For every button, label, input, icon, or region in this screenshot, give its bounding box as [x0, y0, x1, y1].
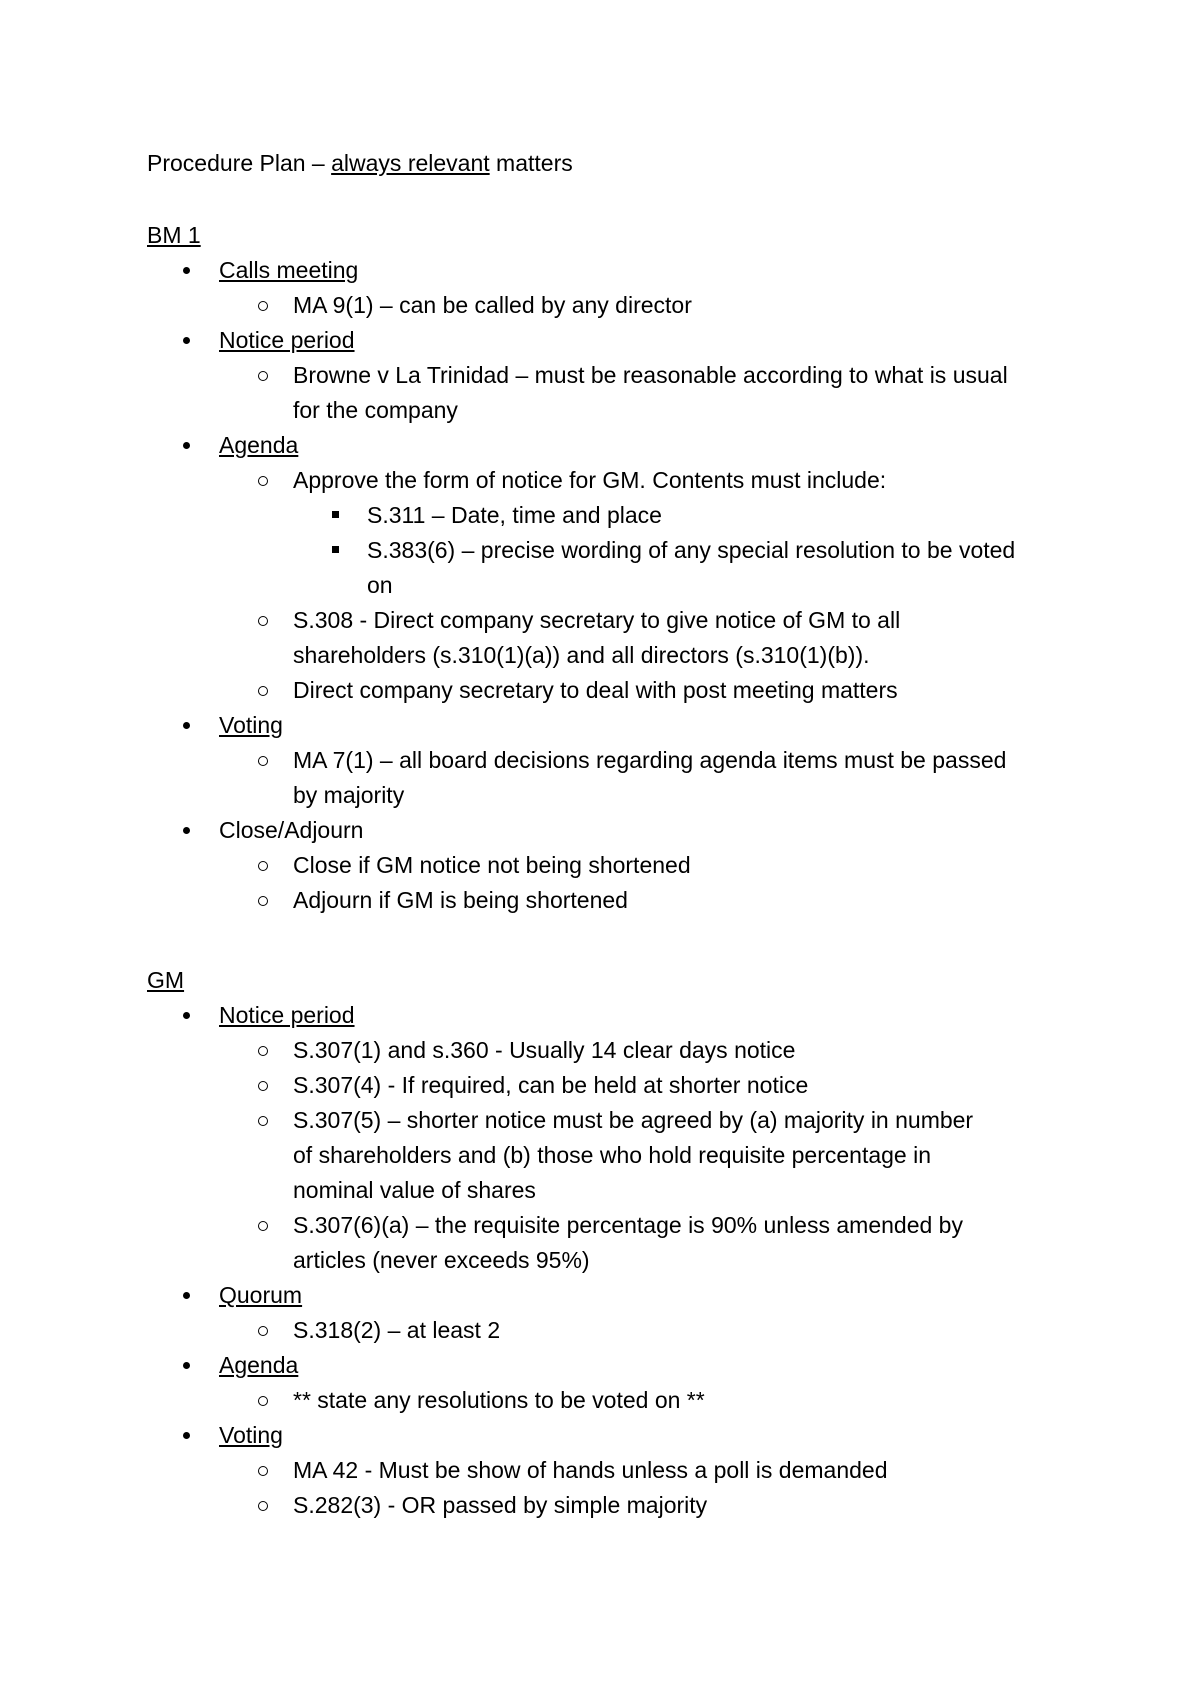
bullet-circle-icon: [258, 1081, 268, 1091]
bullet-circle-icon: [258, 756, 268, 766]
item-label: Notice period: [219, 1002, 355, 1028]
sub-item-text: S.307(4) - If required, can be held at shorter notice: [293, 1072, 809, 1098]
bullet-circle-icon: [258, 1396, 268, 1406]
sub-item-text: Direct company secretary to deal with post meeting matters: [293, 677, 898, 703]
sub-item: [147, 1033, 1047, 1068]
section-gm: [147, 963, 1047, 1523]
sub-sub-item: [147, 498, 1047, 533]
list-item-quorum: [147, 1278, 1047, 1313]
bullet-disc-icon: [183, 1432, 190, 1439]
document-title: [147, 146, 573, 181]
title-underlined: always relevant: [331, 150, 490, 176]
list-item-agenda: [147, 428, 1047, 463]
bullet-disc-icon: [183, 827, 190, 834]
list-item-calls-meeting: [147, 253, 1047, 288]
sub-item-text: Approve the form of notice for GM. Contents must include:: [293, 467, 887, 493]
sub-item-text: MA 42 - Must be show of hands unless a poll is demanded: [293, 1457, 888, 1483]
bullet-square-icon: [332, 546, 339, 553]
item-label: Quorum: [219, 1282, 303, 1308]
item-label: Voting: [219, 712, 283, 738]
bullet-disc-icon: [183, 1292, 190, 1299]
sub-item-text: S.318(2) – at least 2: [293, 1317, 501, 1343]
sub-item-text: Close if GM notice not being shortened: [293, 852, 691, 878]
sub-item-text: S.307(6)(a) – the requisite percentage is 90% unless amended by articles (never exceeds 95%): [293, 1212, 963, 1273]
sub-item: [147, 1103, 993, 1208]
list-item-notice-period: [147, 323, 1047, 358]
bullet-disc-icon: [183, 337, 190, 344]
sub-sub-item-text: S.311 – Date, time and place: [367, 502, 662, 528]
sub-item: [147, 743, 1023, 813]
sub-item-text: S.307(5) – shorter notice must be agreed by (a) majority in number of shareholders and (b) those who hold requisite percentage in nominal value of shares: [293, 1107, 974, 1203]
bullet-circle-icon: [258, 861, 268, 871]
bullet-circle-icon: [258, 301, 268, 311]
sub-item: [147, 1313, 1047, 1348]
sub-item: [147, 603, 993, 673]
bullet-disc-icon: [183, 722, 190, 729]
sub-item: [147, 1068, 1047, 1103]
bullet-circle-icon: [258, 1221, 268, 1231]
sub-item: [147, 463, 1047, 498]
list-item-voting: [147, 708, 1047, 743]
sub-item: [147, 673, 1047, 708]
bullet-square-icon: [332, 511, 339, 518]
bullet-disc-icon: [183, 1012, 190, 1019]
section-bm1: [147, 218, 1047, 918]
bullet-circle-icon: [258, 1501, 268, 1511]
item-label: Voting: [219, 1422, 283, 1448]
section-heading-bm1: BM 1: [147, 222, 201, 248]
item-label: Agenda: [219, 1352, 299, 1378]
sub-item: [147, 1208, 1038, 1278]
list-item-agenda: [147, 1348, 1047, 1383]
sub-item-text: MA 7(1) – all board decisions regarding agenda items must be passed by majority: [293, 747, 1007, 808]
sub-item-text: S.308 - Direct company secretary to give notice of GM to all shareholders (s.310(1)(a)) and all directors (s.310(1)(b)).: [293, 607, 901, 668]
bullet-disc-icon: [183, 442, 190, 449]
title-prefix: Procedure Plan –: [147, 150, 332, 176]
item-label: Notice period: [219, 327, 355, 353]
sub-item: [147, 288, 1047, 323]
sub-item-text: Browne v La Trinidad – must be reasonable according to what is usual for the company: [293, 362, 1008, 423]
bullet-disc-icon: [183, 267, 190, 274]
bullet-circle-icon: [258, 1326, 268, 1336]
sub-item: [147, 883, 1047, 918]
sub-item: [147, 848, 1047, 883]
list-item-voting: [147, 1418, 1047, 1453]
sub-item: [147, 1383, 1047, 1418]
sub-item-text: ** state any resolutions to be voted on **: [293, 1387, 705, 1413]
item-label: Agenda: [219, 432, 299, 458]
item-label: Close/Adjourn: [219, 817, 364, 843]
bullet-circle-icon: [258, 1466, 268, 1476]
sub-item-text: Adjourn if GM is being shortened: [293, 887, 628, 913]
item-label: Calls meeting: [219, 257, 359, 283]
list-item-close-adjourn: [147, 813, 1047, 848]
sub-sub-item-text: S.383(6) – precise wording of any special resolution to be voted on: [367, 537, 1016, 598]
section-heading-gm: GM: [147, 967, 185, 993]
bullet-circle-icon: [258, 476, 268, 486]
bullet-circle-icon: [258, 616, 268, 626]
list-item-notice-period: [147, 998, 1047, 1033]
bullet-circle-icon: [258, 896, 268, 906]
sub-sub-item: [147, 533, 1027, 603]
bullet-disc-icon: [183, 1362, 190, 1369]
sub-item-text: S.282(3) - OR passed by simple majority: [293, 1492, 708, 1518]
sub-item: [147, 1453, 1047, 1488]
sub-item-text: S.307(1) and s.360 - Usually 14 clear days notice: [293, 1037, 796, 1063]
sub-item-text: MA 9(1) – can be called by any director: [293, 292, 692, 318]
title-suffix: matters: [489, 150, 573, 176]
bullet-circle-icon: [258, 371, 268, 381]
bullet-circle-icon: [258, 686, 268, 696]
sub-item: [147, 1488, 1047, 1523]
bullet-circle-icon: [258, 1046, 268, 1056]
bullet-circle-icon: [258, 1116, 268, 1126]
sub-item: [147, 358, 1023, 428]
